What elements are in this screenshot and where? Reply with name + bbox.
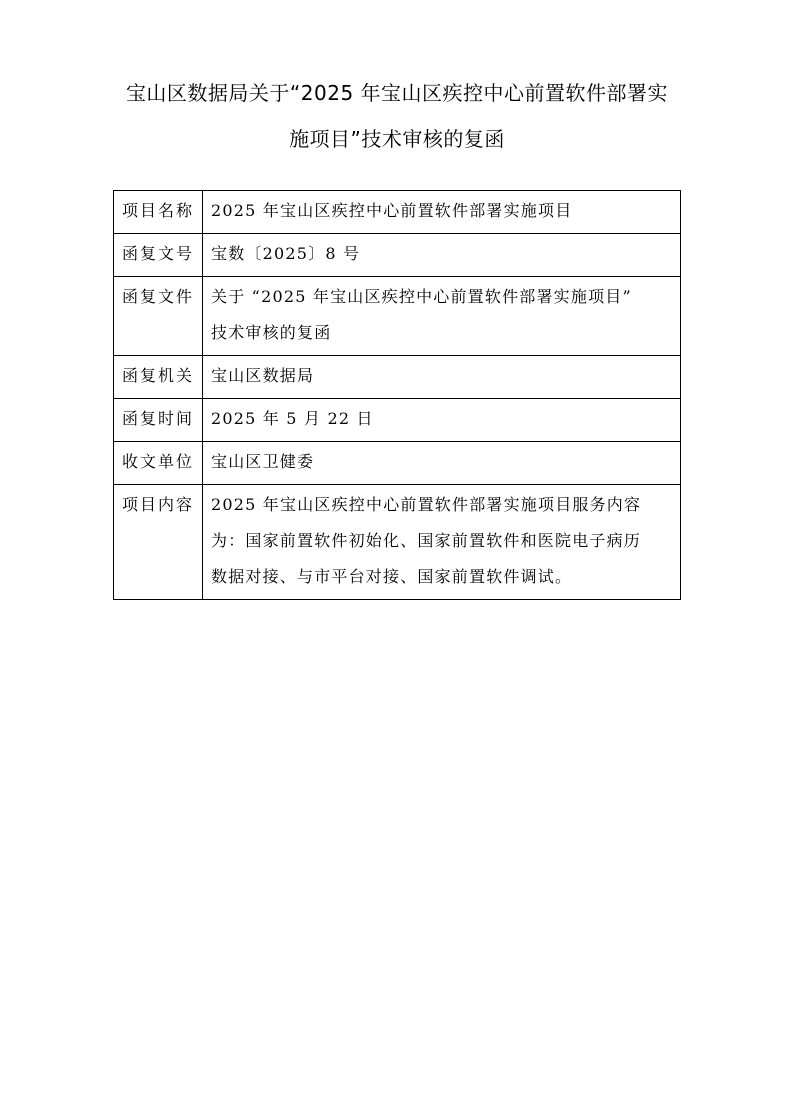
- value-line: 宝山区卫健委: [211, 452, 315, 471]
- table-row: [114, 234, 681, 277]
- title-line-1: 宝山区数据局关于“2025 年宝山区疾控中心前置软件部署实: [125, 81, 669, 105]
- value-line: 2025 年宝山区疾控中心前置软件部署实施项目: [211, 201, 573, 220]
- table-row: [114, 277, 681, 356]
- value-line: 关于 “2025 年宝山区疾控中心前置软件部署实施项目”: [211, 287, 632, 306]
- row-label-project-name: 项目名称: [114, 191, 203, 234]
- row-value-project-name: [203, 191, 681, 234]
- value-line: 技术审核的复函: [211, 323, 332, 342]
- row-value-project-content: [203, 485, 681, 600]
- value-line: 为：国家前置软件初始化、国家前置软件和医院电子病历: [211, 531, 642, 550]
- row-label-reply-date: 函复时间: [114, 399, 203, 442]
- row-label-reply-authority: 函复机关: [114, 356, 203, 399]
- row-label-recipient: 收文单位: [114, 442, 203, 485]
- value-line: 宝山区数据局: [211, 366, 315, 385]
- page-title: [100, 70, 694, 162]
- row-label-reply-number: 函复文号: [114, 234, 203, 277]
- row-value-recipient: [203, 442, 681, 485]
- row-value-reply-date: [203, 399, 681, 442]
- value-line: 数据对接、与市平台对接、国家前置软件调试。: [211, 567, 573, 586]
- value-line: 宝数〔2025〕8 号: [211, 244, 361, 263]
- reply-info-table: [113, 190, 681, 600]
- title-line-2: 施项目”技术审核的复函: [289, 127, 505, 151]
- table-row: [114, 399, 681, 442]
- table-row: [114, 356, 681, 399]
- value-line: 2025 年 5 月 22 日: [211, 409, 374, 428]
- row-label-reply-document: 函复文件: [114, 277, 203, 356]
- table-row: [114, 485, 681, 600]
- value-line: 2025 年宝山区疾控中心前置软件部署实施项目服务内容: [211, 495, 642, 514]
- row-value-reply-authority: [203, 356, 681, 399]
- table-row: [114, 442, 681, 485]
- row-value-reply-number: [203, 234, 681, 277]
- row-value-reply-document: [203, 277, 681, 356]
- row-label-project-content: 项目内容: [114, 485, 203, 600]
- table-row: [114, 191, 681, 234]
